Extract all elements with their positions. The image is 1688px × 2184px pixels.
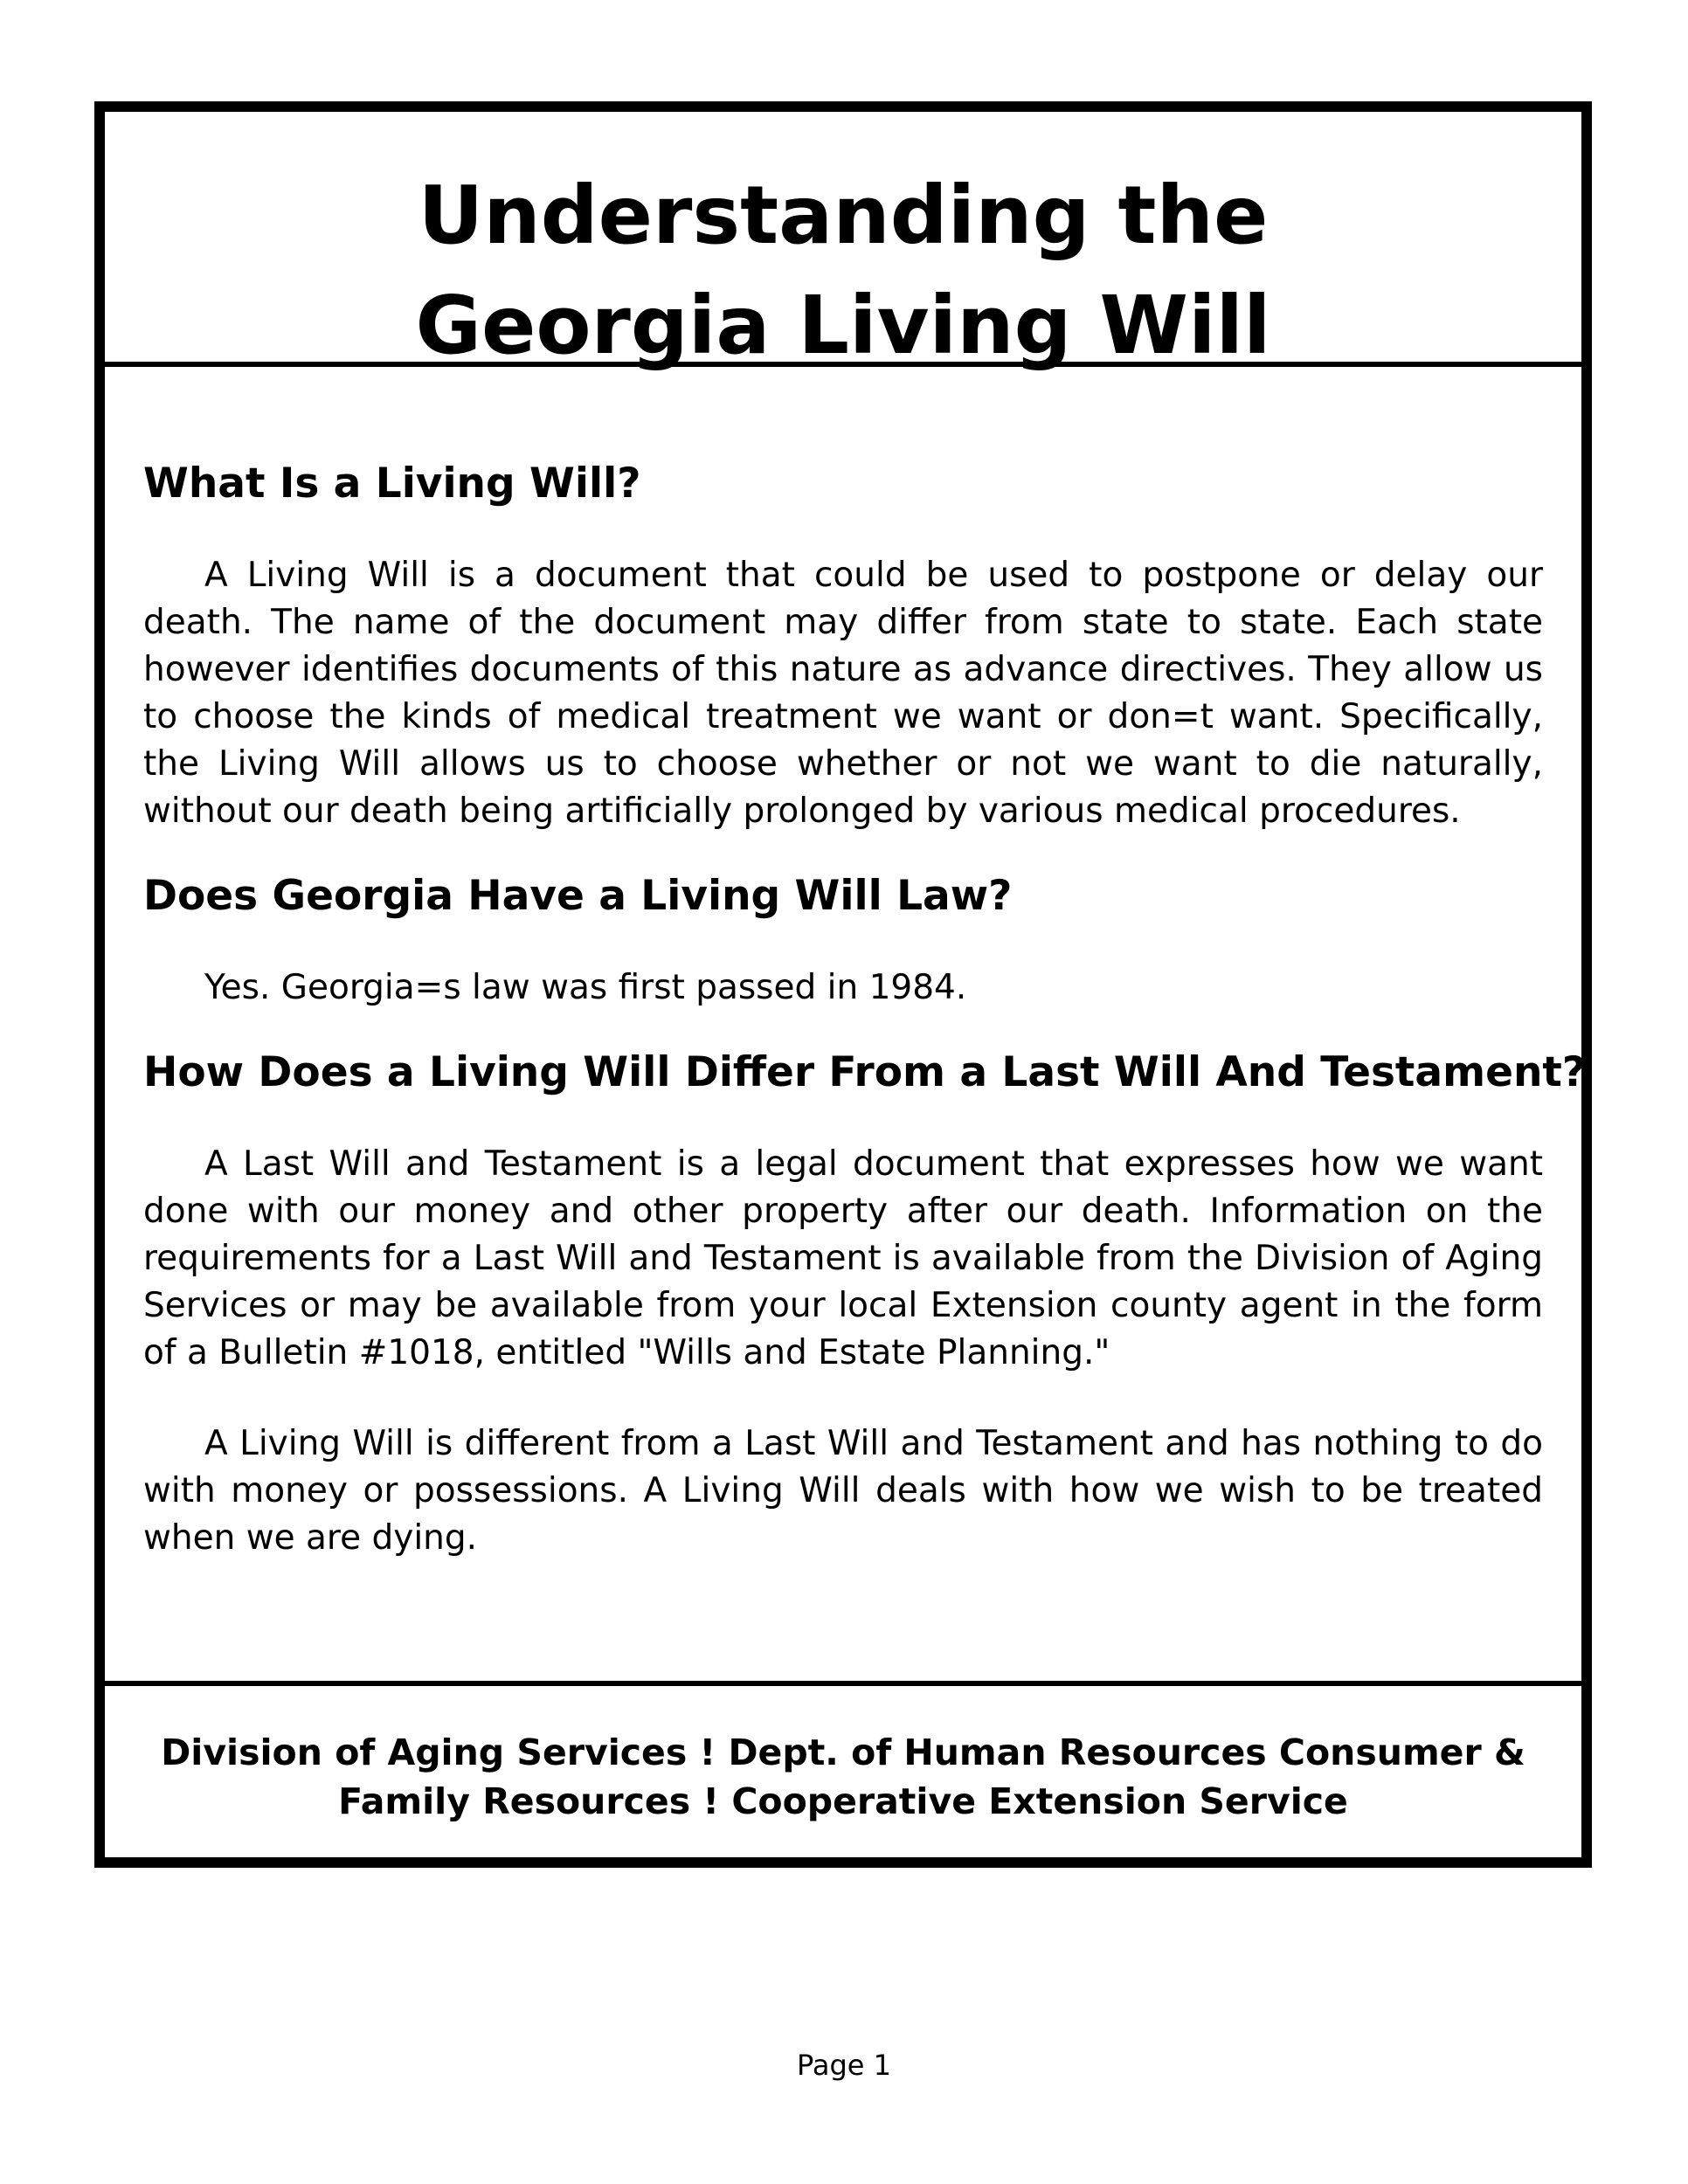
section-paragraph: Yes. Georgia=s law was first passed in 1984. [204, 968, 967, 1007]
main-content [143, 367, 1587, 1562]
page-number: Page 1 [797, 2049, 891, 2082]
document-frame [94, 101, 1592, 1868]
section-heading-georgia-law: Does Georgia Have a Living Will Law? [143, 872, 1013, 920]
title-line-2: Georgia Living Will [415, 279, 1271, 372]
footer-box [105, 1681, 1581, 1857]
footer-line-1: Division of Aging Services ! Dept. of Human Resources Consumer & [161, 1731, 1525, 1773]
section-paragraph: A Last Will and Testament is a legal document that expresses how we want done with our money and other property after our death. Information on the requirements for a Last Will and Testament is available from the Division of Aging Services or may be available from your local Extension county agent in the form of a Bulletin #1018, entitled "Wills and Estate Planning." [143, 1144, 1543, 1372]
section-paragraph: A Living Will is a document that could be used to postpone or delay our death. The name of the document may differ from state to state. Each state however identifies documents of this nature as advance directives. They allow us to choose the kinds of medical treatment we want or don=t want. Specifically, the Living Will allows us to choose whether or not we want to die naturally, without our death being artificially prolonged by various medical procedures. [143, 556, 1543, 831]
title-line-1: Understanding the [418, 169, 1269, 262]
section-heading-what-is: What Is a Living Will? [143, 460, 641, 508]
footer-credits [140, 1728, 1546, 1826]
section-paragraph: A Living Will is different from a Last Will and Testament and has nothing to do with money or possessions. A Living Will deals with how we wish to be treated when we are dying. [143, 1424, 1543, 1558]
page-title [105, 161, 1581, 381]
section-heading-differ: How Does a Living Will Differ From a Last Will And Testament? [143, 1048, 1587, 1096]
footer-line-2: Family Resources ! Cooperative Extension Service [338, 1780, 1348, 1822]
title-box [105, 112, 1581, 372]
